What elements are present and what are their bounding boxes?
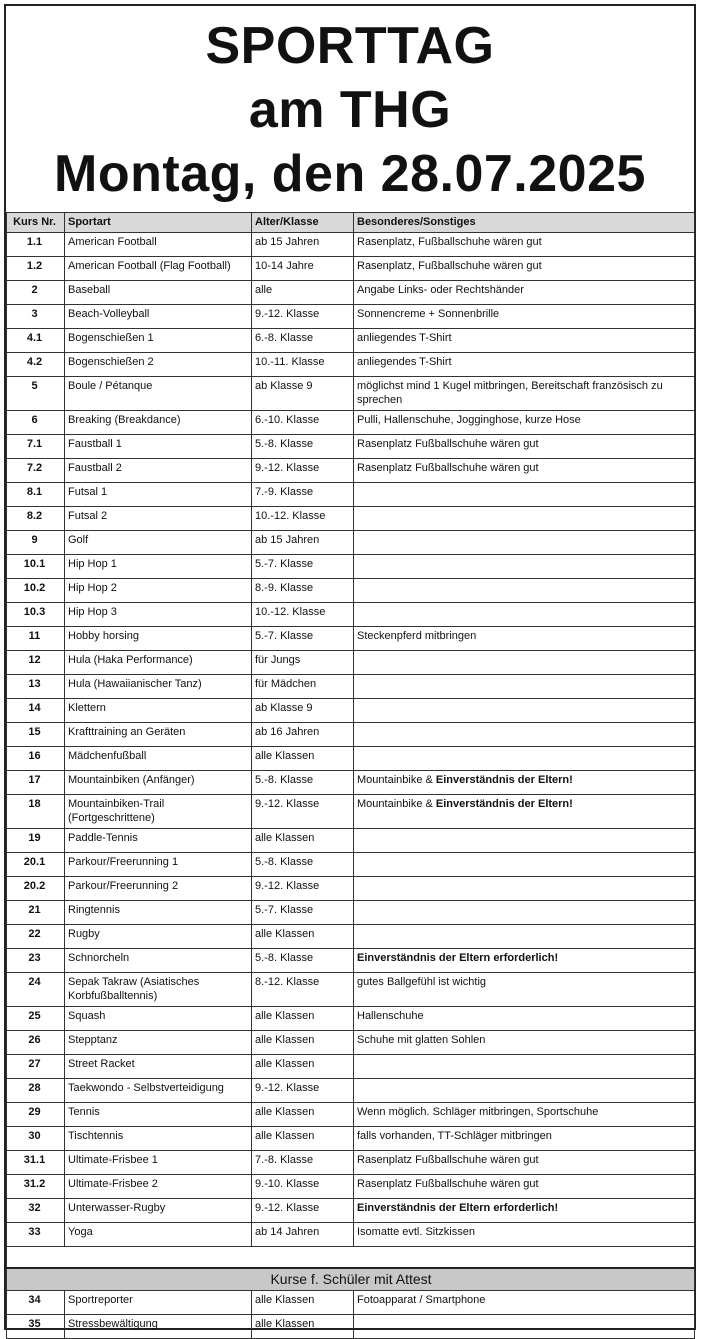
course-number: 14 xyxy=(7,699,65,723)
course-rows xyxy=(7,233,695,1247)
notes-text: gutes Ballgefühl ist wichtig xyxy=(357,976,487,988)
notes xyxy=(354,747,695,771)
sport-name: Futsal 1 xyxy=(65,483,252,507)
notes xyxy=(354,1199,695,1223)
notes xyxy=(354,1127,695,1151)
notes xyxy=(354,949,695,973)
sport-name: Hobby horsing xyxy=(65,627,252,651)
age-group: 10.-12. Klasse xyxy=(252,507,354,531)
age-group: 5.-7. Klasse xyxy=(252,627,354,651)
notes xyxy=(354,853,695,877)
sport-name: Ringtennis xyxy=(65,901,252,925)
notes xyxy=(354,483,695,507)
notes xyxy=(354,555,695,579)
sport-name: Tischtennis xyxy=(65,1127,252,1151)
course-number: 25 xyxy=(7,1007,65,1031)
age-group: 5.-7. Klasse xyxy=(252,901,354,925)
notes xyxy=(354,281,695,305)
table-row xyxy=(7,795,695,829)
course-number: 10.1 xyxy=(7,555,65,579)
notes xyxy=(354,675,695,699)
table-row xyxy=(7,747,695,771)
course-number: 21 xyxy=(7,901,65,925)
notes-text: Fotoapparat / Smartphone xyxy=(357,1293,486,1306)
notes xyxy=(354,459,695,483)
title-line-2: am THG xyxy=(248,81,452,139)
table-row xyxy=(7,1127,695,1151)
age-group: ab Klasse 9 xyxy=(252,377,354,411)
notes-text: Schuhe mit glatten Sohlen xyxy=(357,1034,486,1046)
table-row xyxy=(7,257,695,281)
age-group: 5.-8. Klasse xyxy=(252,435,354,459)
course-number: 26 xyxy=(7,1031,65,1055)
course-number: 5 xyxy=(7,377,65,411)
sport-name: Boule / Pétanque xyxy=(65,377,252,411)
table-row xyxy=(7,1079,695,1103)
table-row xyxy=(7,1007,695,1031)
course-number: 32 xyxy=(7,1199,65,1223)
notes xyxy=(354,699,695,723)
table-row xyxy=(7,483,695,507)
sport-name: Ultimate-Frisbee 1 xyxy=(65,1151,252,1175)
sport-name: Baseball xyxy=(65,281,252,305)
sport-name: Hula (Haka Performance) xyxy=(65,651,252,675)
age-group: alle Klassen xyxy=(252,1055,354,1079)
notes xyxy=(354,925,695,949)
notes-text: Rasenplatz Fußballschuhe wären gut xyxy=(357,462,539,474)
table-row xyxy=(7,853,695,877)
sport-name: Hip Hop 3 xyxy=(65,603,252,627)
sport-name: Ultimate-Frisbee 2 xyxy=(65,1175,252,1199)
age-group: 10.-11. Klasse xyxy=(252,353,354,377)
notes xyxy=(354,353,695,377)
notes xyxy=(354,579,695,603)
table-row xyxy=(7,531,695,555)
sport-name: Stepptanz xyxy=(65,1031,252,1055)
table-row xyxy=(7,699,695,723)
table-row xyxy=(7,1055,695,1079)
age-group: 6.-8. Klasse xyxy=(252,329,354,353)
sport-name: Mountainbiken (Anfänger) xyxy=(65,771,252,795)
section-header-row xyxy=(7,1268,695,1290)
sport-name: Stressbewältigung xyxy=(65,1314,252,1338)
course-number: 3 xyxy=(7,305,65,329)
sport-name: Schnorcheln xyxy=(65,949,252,973)
notes-text: Mountainbike & xyxy=(357,798,436,810)
table-row xyxy=(7,603,695,627)
spacer-cell xyxy=(7,1247,695,1269)
table-row xyxy=(7,973,695,1007)
col-header-notes: Besonderes/Sonstiges xyxy=(354,213,695,233)
table-row xyxy=(7,1175,695,1199)
age-group: ab 14 Jahren xyxy=(252,1223,354,1247)
table-row xyxy=(7,1290,695,1314)
age-group: alle Klassen xyxy=(252,829,354,853)
table-row xyxy=(7,1103,695,1127)
sport-name: Mountainbiken-Trail (Fortgeschrittene) xyxy=(65,795,252,829)
course-number: 1.2 xyxy=(7,257,65,281)
notes-emphasis: Einverständnis der Eltern erforderlich! xyxy=(357,1202,559,1214)
notes xyxy=(354,257,695,281)
age-group: ab 15 Jahren xyxy=(252,233,354,257)
course-number: 4.1 xyxy=(7,329,65,353)
sport-name: Yoga xyxy=(65,1223,252,1247)
course-number: 28 xyxy=(7,1079,65,1103)
table-row xyxy=(7,949,695,973)
course-number: 24 xyxy=(7,973,65,1007)
course-number: 20.2 xyxy=(7,877,65,901)
notes xyxy=(354,507,695,531)
sport-name: Parkour/Freerunning 2 xyxy=(65,877,252,901)
course-number: 9 xyxy=(7,531,65,555)
attest-rows xyxy=(7,1247,695,1339)
table-row xyxy=(7,1031,695,1055)
age-group: 8.-12. Klasse xyxy=(252,973,354,1007)
table-row xyxy=(7,925,695,949)
table-row xyxy=(7,627,695,651)
table-row xyxy=(7,1151,695,1175)
notes xyxy=(354,377,695,411)
sport-name: Paddle-Tennis xyxy=(65,829,252,853)
course-number: 4.2 xyxy=(7,353,65,377)
course-number: 19 xyxy=(7,829,65,853)
course-number: 30 xyxy=(7,1127,65,1151)
age-group: 10-14 Jahre xyxy=(252,257,354,281)
table-row xyxy=(7,281,695,305)
sport-name: Tennis xyxy=(65,1103,252,1127)
notes xyxy=(354,795,695,829)
age-group: für Jungs xyxy=(252,651,354,675)
table-row xyxy=(7,459,695,483)
course-number: 7.2 xyxy=(7,459,65,483)
sport-name: Unterwasser-Rugby xyxy=(65,1199,252,1223)
table-row xyxy=(7,507,695,531)
notes xyxy=(354,651,695,675)
course-number: 29 xyxy=(7,1103,65,1127)
title-line-1: SPORTTAG xyxy=(205,17,495,75)
notes-text: Isomatte evtl. Sitzkissen xyxy=(357,1226,475,1238)
notes xyxy=(354,1314,695,1338)
course-number: 20.1 xyxy=(7,853,65,877)
sport-name: Parkour/Freerunning 1 xyxy=(65,853,252,877)
col-header-age: Alter/Klasse xyxy=(252,213,354,233)
sport-name: Krafttraining an Geräten xyxy=(65,723,252,747)
sport-name: Faustball 2 xyxy=(65,459,252,483)
course-number: 15 xyxy=(7,723,65,747)
age-group: alle Klassen xyxy=(252,925,354,949)
sport-name: American Football xyxy=(65,233,252,257)
age-group: ab Klasse 9 xyxy=(252,699,354,723)
table-header-row xyxy=(7,213,695,233)
age-group: alle Klassen xyxy=(252,1127,354,1151)
age-group: 5.-8. Klasse xyxy=(252,771,354,795)
age-group: 6.-10. Klasse xyxy=(252,411,354,435)
notes-text: Wenn möglich. Schläger mitbringen, Sportschuhe xyxy=(357,1106,599,1118)
table-row xyxy=(7,435,695,459)
age-group: alle Klassen xyxy=(252,1103,354,1127)
sport-name: Squash xyxy=(65,1007,252,1031)
notes-text: anliegendes T-Shirt xyxy=(357,332,452,344)
sport-name: Mädchenfußball xyxy=(65,747,252,771)
course-number: 8.1 xyxy=(7,483,65,507)
table-row xyxy=(7,353,695,377)
notes xyxy=(354,771,695,795)
sport-name: Hip Hop 1 xyxy=(65,555,252,579)
course-number: 27 xyxy=(7,1055,65,1079)
table-row xyxy=(7,675,695,699)
sport-name: Sepak Takraw (Asiatisches Korbfußballtennis) xyxy=(65,973,252,1007)
age-group: 9.-12. Klasse xyxy=(252,877,354,901)
course-number: 31.1 xyxy=(7,1151,65,1175)
age-group: 7.-9. Klasse xyxy=(252,483,354,507)
sport-name: Rugby xyxy=(65,925,252,949)
age-group: alle Klassen xyxy=(252,1007,354,1031)
age-group: 9.-12. Klasse xyxy=(252,1079,354,1103)
course-number: 11 xyxy=(7,627,65,651)
notes xyxy=(354,435,695,459)
notes xyxy=(354,877,695,901)
table-row xyxy=(7,1223,695,1247)
sport-name: Golf xyxy=(65,531,252,555)
notes-text: Angabe Links- oder Rechtshänder xyxy=(357,284,524,296)
notes-text: Hallenschuhe xyxy=(357,1010,424,1022)
notes xyxy=(354,829,695,853)
notes-emphasis: Einverständnis der Eltern! xyxy=(435,798,573,810)
notes-emphasis: Einverständnis der Eltern erforderlich! xyxy=(357,952,559,964)
table-row xyxy=(7,411,695,435)
notes xyxy=(354,901,695,925)
course-table xyxy=(6,212,695,1339)
age-group: alle Klassen xyxy=(252,1314,354,1338)
course-number: 31.2 xyxy=(7,1175,65,1199)
notes xyxy=(354,603,695,627)
sport-name: American Football (Flag Football) xyxy=(65,257,252,281)
course-number: 13 xyxy=(7,675,65,699)
notes-text: Rasenplatz, Fußballschuhe wären gut xyxy=(357,236,542,248)
age-group: ab 15 Jahren xyxy=(252,531,354,555)
notes xyxy=(354,1079,695,1103)
table-row xyxy=(7,555,695,579)
notes-text: anliegendes T-Shirt xyxy=(357,356,452,368)
table-row xyxy=(7,305,695,329)
sport-name: Sportreporter xyxy=(65,1290,252,1314)
age-group: für Mädchen xyxy=(252,675,354,699)
notes xyxy=(354,1175,695,1199)
notes-text: Sonnencreme + Sonnenbrille xyxy=(357,308,500,320)
sport-name: Bogenschießen 2 xyxy=(65,353,252,377)
age-group: 9.-12. Klasse xyxy=(252,459,354,483)
sport-name: Hip Hop 2 xyxy=(65,579,252,603)
age-group: alle Klassen xyxy=(252,1031,354,1055)
age-group: ab 16 Jahren xyxy=(252,723,354,747)
course-number: 33 xyxy=(7,1223,65,1247)
notes xyxy=(354,305,695,329)
notes-text: Rasenplatz Fußballschuhe wären gut xyxy=(357,438,539,450)
sport-name: Beach-Volleyball xyxy=(65,305,252,329)
course-number: 18 xyxy=(7,795,65,829)
course-number: 1.1 xyxy=(7,233,65,257)
col-header-sport: Sportart xyxy=(65,213,252,233)
notes xyxy=(354,973,695,1007)
notes-text: Rasenplatz, Fußballschuhe wären gut xyxy=(357,260,542,272)
sport-name: Breaking (Breakdance) xyxy=(65,411,252,435)
table-row xyxy=(7,579,695,603)
age-group: 7.-8. Klasse xyxy=(252,1151,354,1175)
notes xyxy=(354,723,695,747)
age-group: 9.-12. Klasse xyxy=(252,305,354,329)
table-row xyxy=(7,377,695,411)
notes-text: Rasenplatz Fußballschuhe wären gut xyxy=(357,1178,539,1190)
course-number: 7.1 xyxy=(7,435,65,459)
col-header-nr: Kurs Nr. xyxy=(7,213,65,233)
course-number: 2 xyxy=(7,281,65,305)
course-number: 17 xyxy=(7,771,65,795)
course-number: 10.2 xyxy=(7,579,65,603)
sport-name: Street Racket xyxy=(65,1055,252,1079)
notes xyxy=(354,233,695,257)
notes-text: Pulli, Hallenschuhe, Jogginghose, kurze Hose xyxy=(357,414,581,426)
course-number: 16 xyxy=(7,747,65,771)
age-group: 5.-7. Klasse xyxy=(252,555,354,579)
course-number: 10.3 xyxy=(7,603,65,627)
age-group: 9.-12. Klasse xyxy=(252,795,354,829)
table-row xyxy=(7,771,695,795)
table-row xyxy=(7,233,695,257)
table-row xyxy=(7,877,695,901)
notes xyxy=(354,1290,695,1314)
notes-text: Mountainbike & xyxy=(357,774,436,786)
notes xyxy=(354,1007,695,1031)
age-group: alle Klassen xyxy=(252,747,354,771)
notes xyxy=(354,627,695,651)
table-row xyxy=(7,723,695,747)
course-number: 34 xyxy=(7,1290,65,1314)
table-row xyxy=(7,901,695,925)
schedule-sheet xyxy=(4,4,696,1330)
age-group: alle xyxy=(252,281,354,305)
age-group: 5.-8. Klasse xyxy=(252,853,354,877)
age-group: 10.-12. Klasse xyxy=(252,603,354,627)
notes xyxy=(354,1031,695,1055)
table-row xyxy=(7,651,695,675)
course-number: 8.2 xyxy=(7,507,65,531)
sport-name: Bogenschießen 1 xyxy=(65,329,252,353)
age-group: 5.-8. Klasse xyxy=(252,949,354,973)
sport-name: Hula (Hawaiianischer Tanz) xyxy=(65,675,252,699)
notes-emphasis: Einverständnis der Eltern! xyxy=(435,774,573,786)
notes xyxy=(354,1103,695,1127)
table-row xyxy=(7,329,695,353)
age-group: 9.-10. Klasse xyxy=(252,1175,354,1199)
sport-name: Faustball 1 xyxy=(65,435,252,459)
table-row xyxy=(7,1314,695,1338)
age-group: 8.-9. Klasse xyxy=(252,579,354,603)
page-title xyxy=(6,6,694,212)
notes-text: Rasenplatz Fußballschuhe wären gut xyxy=(357,1154,539,1166)
course-number: 35 xyxy=(7,1314,65,1338)
notes xyxy=(354,1223,695,1247)
notes-text: Steckenpferd mitbringen xyxy=(357,630,477,642)
age-group: alle Klassen xyxy=(252,1290,354,1314)
table-row xyxy=(7,1199,695,1223)
notes xyxy=(354,411,695,435)
sport-name: Klettern xyxy=(65,699,252,723)
sport-name: Futsal 2 xyxy=(65,507,252,531)
section-title: Kurse f. Schüler mit Attest xyxy=(7,1268,695,1290)
notes xyxy=(354,329,695,353)
notes xyxy=(354,531,695,555)
course-number: 6 xyxy=(7,411,65,435)
course-number: 23 xyxy=(7,949,65,973)
sport-name: Taekwondo - Selbstverteidigung xyxy=(65,1079,252,1103)
course-number: 22 xyxy=(7,925,65,949)
age-group: 9.-12. Klasse xyxy=(252,1199,354,1223)
spacer-row xyxy=(7,1247,695,1269)
notes xyxy=(354,1055,695,1079)
title-line-3: Montag, den 28.07.2025 xyxy=(54,145,646,203)
notes-text: falls vorhanden, TT-Schläger mitbringen xyxy=(357,1130,552,1142)
notes-text: möglichst mind 1 Kugel mitbringen, Bereitschaft französisch zu sprechen xyxy=(357,380,663,406)
notes xyxy=(354,1151,695,1175)
table-row xyxy=(7,829,695,853)
course-number: 12 xyxy=(7,651,65,675)
